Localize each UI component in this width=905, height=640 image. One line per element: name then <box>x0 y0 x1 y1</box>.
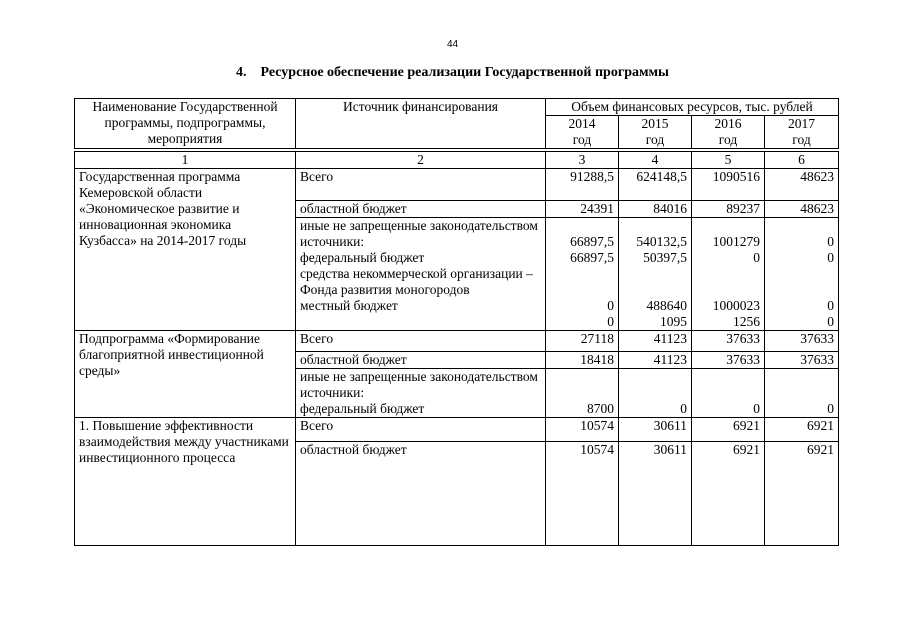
section-number: 4. <box>236 65 247 80</box>
page-number: 44 <box>446 39 459 50</box>
table-row: областной бюджет 18418 41123 37633 37633 <box>75 352 839 369</box>
value-list: 1001279 0 1000023 1256 <box>692 218 765 331</box>
table-row: Подпрограмма «Формирование благоприятной инвестиционной среды» Всего 27118 41123 37633 37633 <box>75 331 839 352</box>
table-row: областной бюджет 10574 30611 6921 6921 <box>75 442 839 546</box>
measure-name: 1. Повышение эффективности взаимодействия между участниками инвестиционного процесса <box>75 418 296 546</box>
table-row: областной бюджет 24391 84016 89237 48623 <box>75 201 839 218</box>
year-cell: 2017 год <box>765 116 839 149</box>
value-list: 0 0 0 0 <box>765 218 839 331</box>
year-cell: 2016 год <box>692 116 765 149</box>
resource-table <box>74 98 839 546</box>
source-list: иные не запрещенные законодательством источники: федеральный бюджет <box>296 369 546 418</box>
subprogram-name: Подпрограмма «Формирование благоприятной инвестиционной среды» <box>75 331 296 418</box>
header-name: Наименование Государственной программы, подпрограммы, мероприятия <box>75 99 296 149</box>
table-row: 1. Повышение эффективности взаимодействия между участниками инвестиционного процесса Всего 10574 30611 6921 6921 <box>75 418 839 442</box>
source-list: иные не запрещенные законодательством источники: федеральный бюджет средства некоммерческой организации – Фонда развития моногородов местный бюджет <box>296 218 546 331</box>
value-list: 540132,5 50397,5 488640 1095 <box>619 218 692 331</box>
section-heading <box>0 65 905 81</box>
header-volume: Объем финансовых ресурсов, тыс. рублей <box>546 99 839 116</box>
header-row <box>75 99 839 116</box>
table-row: Государственная программа Кемеровской области «Экономическое развитие и инновационная экономика Кузбасса» на 2014-2017 годы Всего 91288,5 624148,5 1090516 48623 <box>75 169 839 201</box>
section-title: Ресурсное обеспечение реализации Государственной программы <box>260 65 669 80</box>
value-list: 66897,5 66897,5 0 0 <box>546 218 619 331</box>
table-row-group: иные не запрещенные законодательством источники: федеральный бюджет 8700 0 0 0 <box>75 369 839 418</box>
year-cell: 2014 год <box>546 116 619 149</box>
column-numbers-row: 1 2 3 4 5 6 <box>75 152 839 169</box>
header-source: Источник финансирования <box>296 99 546 149</box>
program-name: Государственная программа Кемеровской области «Экономическое развитие и инновационная экономика Кузбасса» на 2014-2017 годы <box>75 169 296 331</box>
year-cell: 2015 год <box>619 116 692 149</box>
